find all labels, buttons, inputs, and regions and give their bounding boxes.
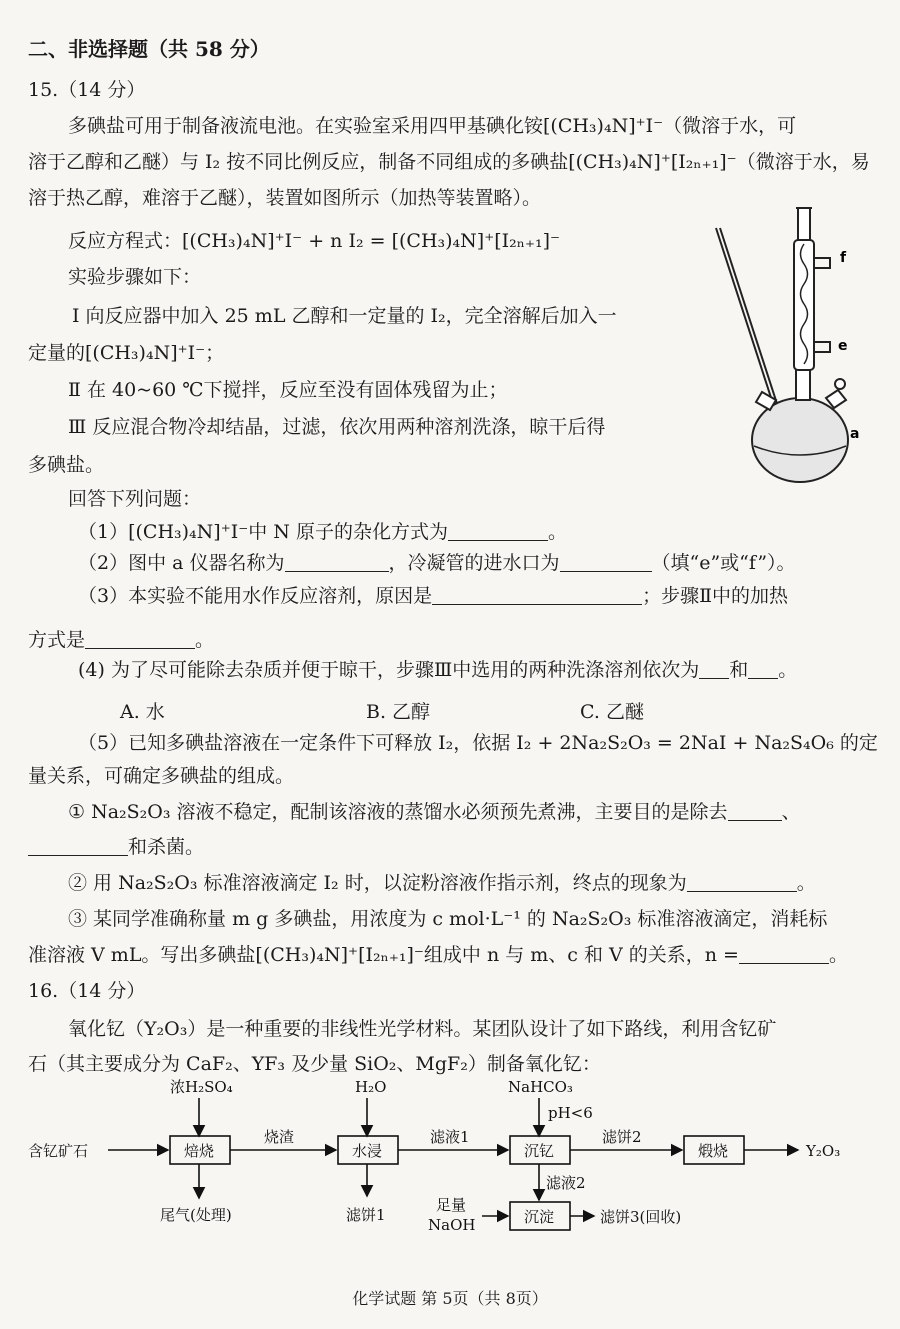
q15-sub-4-text-b: 和 [729, 659, 749, 681]
q15-sub-3-text-b: ；步骤Ⅱ中的加热 [642, 585, 789, 607]
q15-intro-1: 多碘盐可用于制备液流电池。在实验室采用四甲基碘化铵[(CH₃)₄N]⁺I⁻（微溶于水，可 [68, 115, 797, 137]
flow-reagent5b: NaOH [428, 1216, 476, 1234]
question-15-head: 15.（14 分） [28, 79, 146, 101]
q15-sub-5-2-end: 。 [796, 872, 816, 894]
q15-sub-5-2-text: ② 用 Na₂S₂O₃ 标准溶液滴定 I₂ 时，以淀粉溶液作指示剂，终点的现象为 [68, 872, 687, 894]
answer-blank[interactable] [699, 660, 729, 679]
flow-out5: 滤饼3(回收) [600, 1208, 682, 1226]
q15-sub-3-cont [28, 627, 214, 653]
q15-sub-1 [78, 519, 567, 545]
label-a: a [850, 426, 860, 442]
q15-steps-head: 实验步骤如下： [68, 266, 202, 288]
q15-step-1b: 定量的[(CH₃)₄N]⁺I⁻； [28, 342, 225, 364]
flow-box4: 煅烧 [698, 1142, 729, 1160]
flow-reagent5a: 足量 [436, 1196, 467, 1214]
label-f: f [840, 250, 847, 266]
flow-reagent3a: NaHCO₃ [508, 1078, 573, 1096]
q15-sub-5b: 量关系，可确定多碘盐的组成。 [28, 765, 295, 787]
flow-arrow3: 滤饼2 [602, 1128, 642, 1146]
q15-sub-5-1-cont [28, 834, 204, 860]
q15-step-2: Ⅱ 在 40~60 ℃下搅拌，反应至没有固体残留为止； [68, 379, 508, 401]
q15-answer-head: 回答下列问题： [68, 488, 202, 510]
q15-equation: 反应方程式：[(CH₃)₄N]⁺I⁻ + n I₂ = [(CH₃)₄N]⁺[I₂ₙ₊₁]⁻ [68, 230, 561, 252]
option-c: C. 乙醚 [580, 701, 644, 723]
q15-sub-5-1-text: ① Na₂S₂O₃ 溶液不稳定，配制该溶液的蒸馏水必须预先煮沸，主要目的是除去 [68, 801, 728, 823]
q16-intro-1: 氧化钇（Y₂O₃）是一种重要的非线性光学材料。某团队设计了如下路线，利用含钇矿 [68, 1018, 777, 1040]
answer-blank[interactable] [28, 837, 128, 856]
flow-out1: 尾气(处理) [160, 1206, 232, 1224]
answer-blank[interactable] [85, 630, 195, 649]
three-neck-flask-diagram [700, 200, 890, 490]
flow-arrow2: 滤液1 [430, 1128, 470, 1146]
answer-blank[interactable] [432, 586, 642, 605]
answer-blank[interactable] [728, 802, 782, 821]
q15-sub-3-text: （3）本实验不能用水作反应溶剂，原因是 [78, 585, 433, 607]
option-a: A. 水 [120, 701, 165, 723]
flow-reagent3b: pH<6 [548, 1104, 593, 1122]
q15-sub-3 [78, 583, 788, 609]
q15-sub-3-end: 。 [195, 629, 215, 651]
q15-step-3b: 多碘盐。 [28, 454, 105, 476]
apparatus-figure [700, 200, 890, 490]
q15-sub-2-text: （2）图中 a 仪器名称为 [78, 552, 285, 574]
q15-sub-5a: （5）已知多碘盐溶液在一定条件下可释放 I₂，依据 I₂ + 2Na₂S₂O₃ = 2NaI + Na₂S₄O₆ 的定 [78, 732, 878, 754]
flow-box3: 沉钇 [524, 1142, 555, 1160]
q15-sub-2-text-b: ，冷凝管的进水口为 [388, 552, 560, 574]
q15-sub-2 [78, 550, 796, 576]
q15-sub-5-1-end: 和杀菌。 [128, 836, 205, 858]
flow-filtrate2: 滤液2 [546, 1174, 586, 1192]
flow-box1: 焙烧 [184, 1142, 215, 1160]
q15-sub-4 [78, 657, 797, 683]
q15-sub-1-end: 。 [547, 521, 567, 543]
q15-sub-2-text-c: （填“e”或“f”）。 [651, 552, 796, 574]
flow-box5: 沉淀 [524, 1208, 555, 1226]
option-b: B. 乙醇 [366, 701, 431, 723]
q15-sub-4-text: (4) 为了尽可能除去杂质并便于晾干，步骤Ⅲ中选用的两种洗涤溶剂依次为 [78, 659, 700, 681]
answer-blank[interactable] [560, 553, 652, 572]
answer-blank[interactable] [687, 873, 797, 892]
q15-intro-2: 溶于乙醇和乙醚）与 I₂ 按不同比例反应，制备不同组成的多碘盐[(CH₃)₄N]⁺[I₂ₙ₊₁]⁻（微溶于水，易 [28, 151, 870, 173]
flowchart-svg [0, 1070, 900, 1250]
flow-reagent1: 浓H₂SO₄ [170, 1078, 233, 1096]
q16-intro-2: 石（其主要成分为 CaF₂、YF₃ 及少量 SiO₂、MgF₂）制备氧化钇： [28, 1053, 601, 1075]
q15-sub-4-end: 。 [778, 659, 798, 681]
q15-sub-5-3a: ③ 某同学准确称量 m g 多碘盐，用浓度为 c mol·L⁻¹ 的 Na₂S₂O₃ 标准溶液滴定，消耗标 [68, 908, 828, 930]
flow-arrow1: 烧渣 [264, 1128, 295, 1146]
section-title: 二、非选择题（共 58 分） [28, 37, 270, 61]
q15-intro-3: 溶于热乙醇，难溶于乙醚），装置如图所示（加热等装置略）。 [28, 187, 542, 209]
answer-blank[interactable] [448, 522, 548, 541]
process-flowchart [0, 1070, 900, 1250]
flow-box2: 水浸 [352, 1142, 383, 1160]
page-footer: 化学试题 第 5页（共 8页） [352, 1289, 548, 1308]
answer-blank[interactable] [285, 553, 389, 572]
flow-out2: 滤饼1 [346, 1206, 386, 1224]
q15-sub-5-3-end: 。 [828, 944, 848, 966]
q15-step-1a: Ⅰ 向反应器中加入 25 mL 乙醇和一定量的 I₂，完全溶解后加入一 [72, 305, 617, 327]
q15-sub-5-3b [28, 942, 848, 968]
flow-reagent2: H₂O [355, 1078, 387, 1096]
q15-sub-5-2 [68, 870, 816, 896]
flow-start: 含钇矿石 [28, 1142, 89, 1160]
q15-sub-1-text: （1）[(CH₃)₄N]⁺I⁻中 N 原子的杂化方式为 [78, 521, 448, 543]
answer-blank[interactable] [739, 945, 829, 964]
answer-blank[interactable] [748, 660, 778, 679]
q15-sub-5-3-text: 准溶液 V mL。写出多碘盐[(CH₃)₄N]⁺[I₂ₙ₊₁]⁻组成中 n 与 m、c 和 V 的关系，n = [28, 944, 739, 966]
q15-sub-3-text-c: 方式是 [28, 629, 86, 651]
q15-sub-5-1-sep: 、 [781, 801, 801, 823]
q15-step-3a: Ⅲ 反应混合物冷却结晶，过滤，依次用两种溶剂洗涤，晾干后得 [68, 416, 606, 438]
flow-product: Y₂O₃ [806, 1142, 841, 1160]
q15-sub-5-1 [68, 799, 801, 825]
label-e: e [838, 338, 848, 354]
question-16-head: 16.（14 分） [28, 980, 146, 1002]
